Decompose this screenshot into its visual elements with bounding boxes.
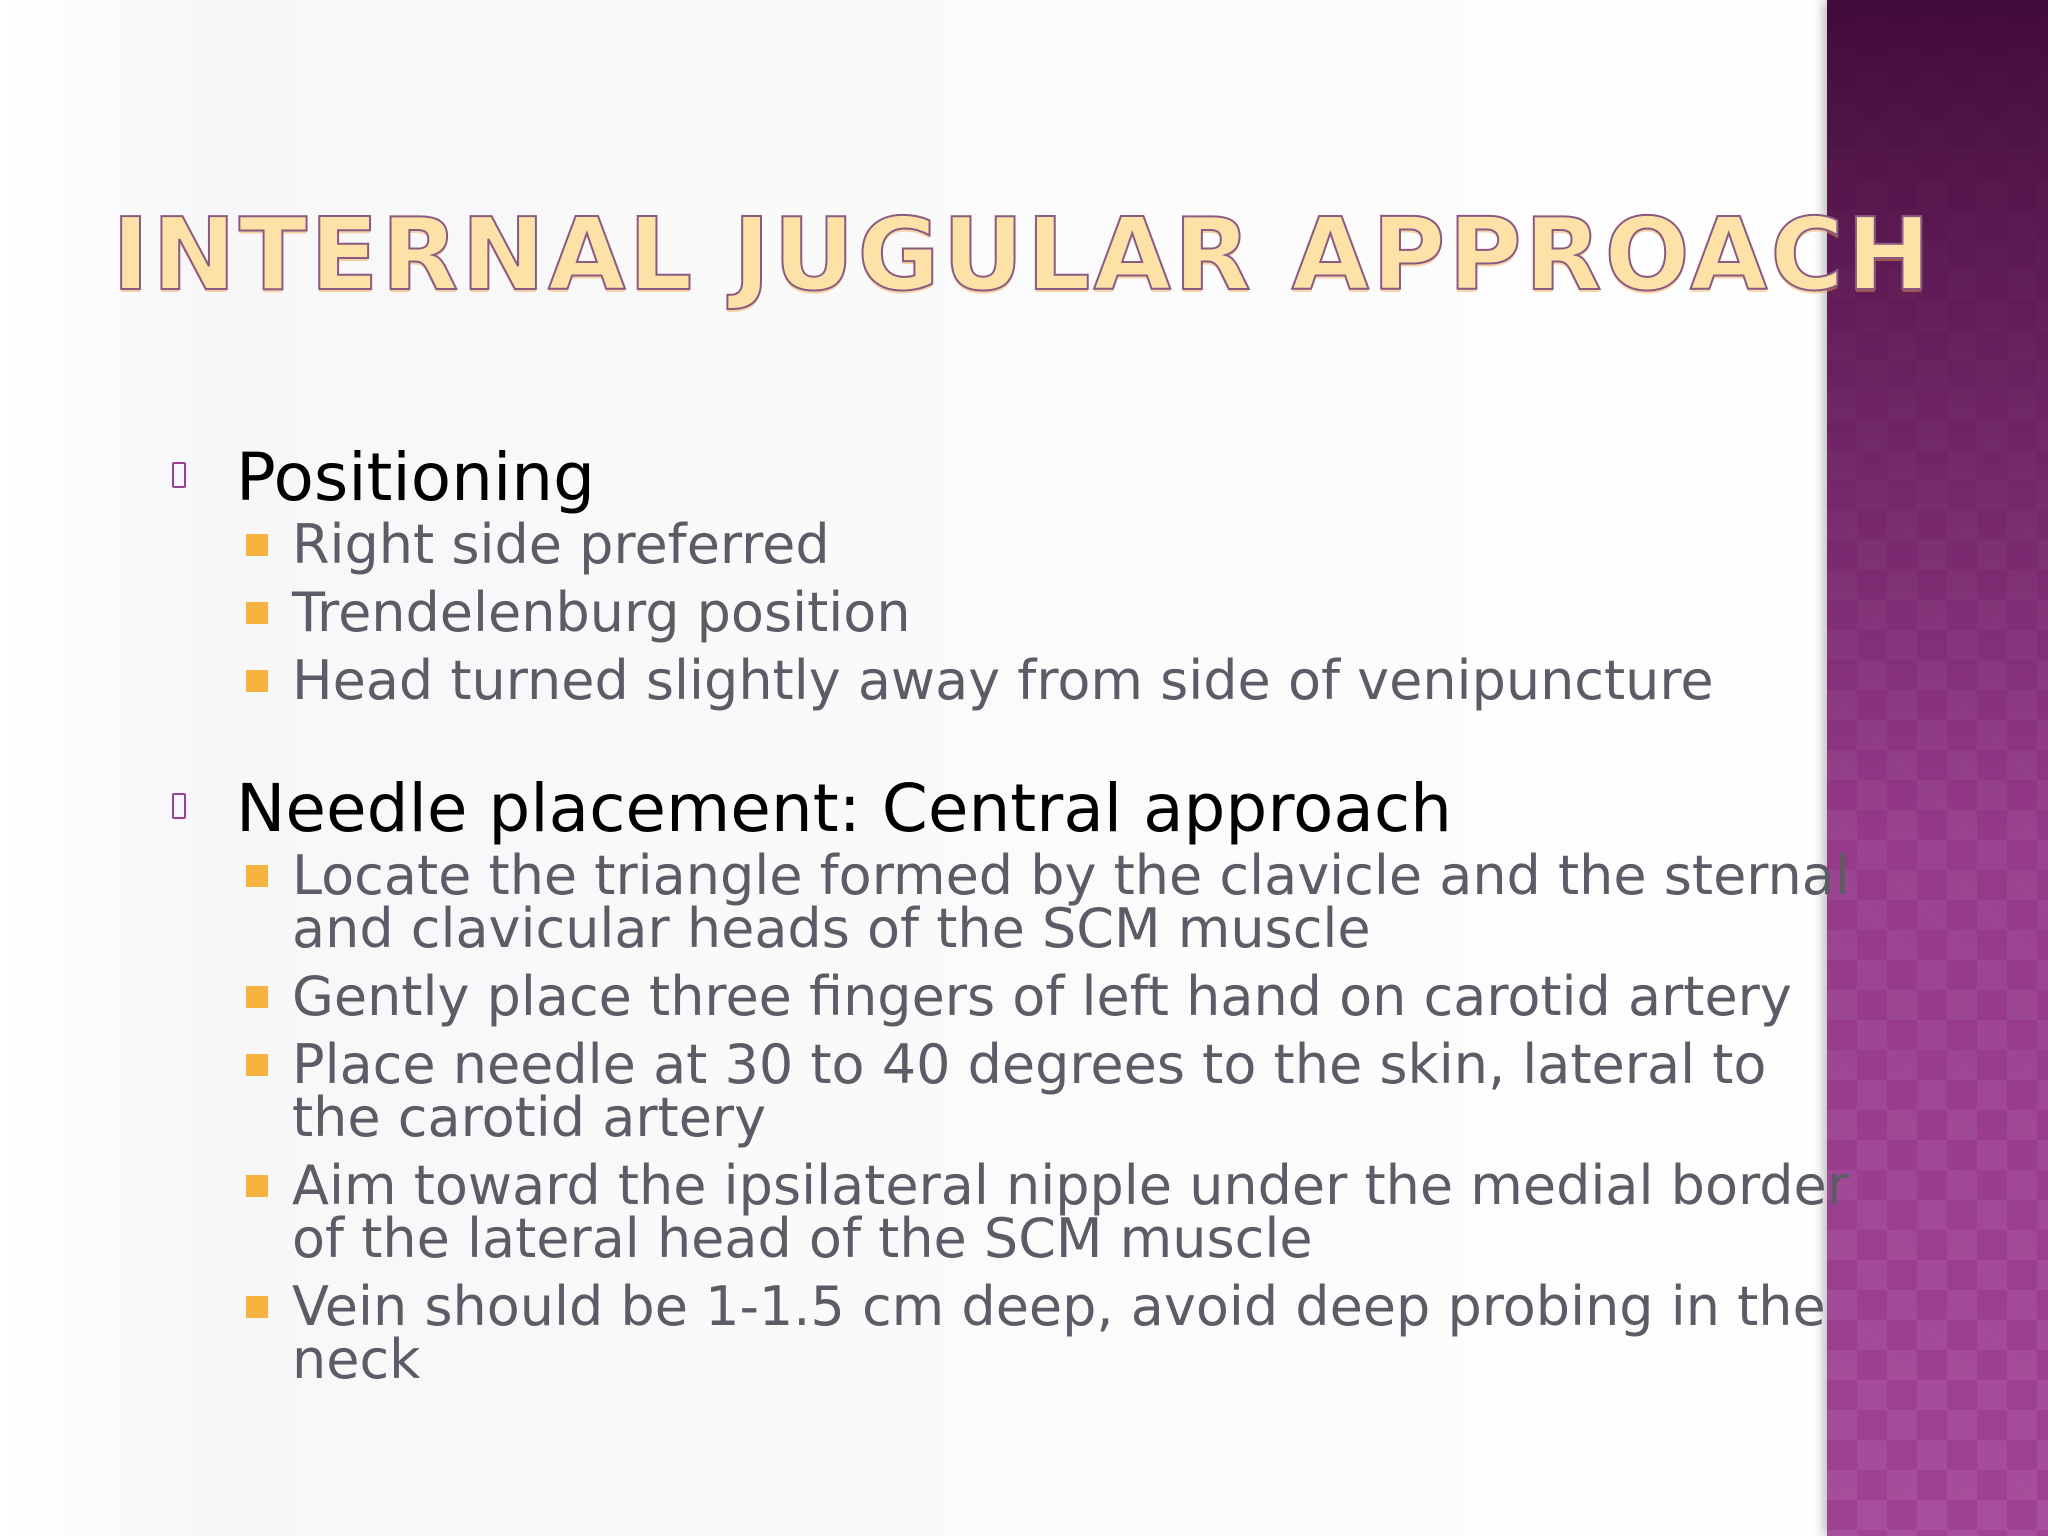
list-item-text: Right side preferred — [292, 513, 830, 576]
list-item-text: Vein should be 1-1.5 cm deep, avoid deep probing in the neck — [292, 1275, 1826, 1391]
list-item — [244, 1154, 1850, 1270]
square-bullet-icon — [246, 986, 268, 1008]
slide-body — [170, 438, 1850, 1391]
section-heading-text: Needle placement: Central approach — [236, 770, 1452, 847]
bullet-icon — [172, 793, 186, 819]
list-item — [244, 581, 1850, 644]
list-item-text: Head turned slightly away from side of venipuncture — [292, 649, 1714, 712]
bullet-icon — [172, 462, 186, 488]
sub-bullet-list — [244, 513, 1850, 712]
list-item — [244, 965, 1850, 1028]
list-item — [244, 1275, 1850, 1391]
square-bullet-icon — [246, 534, 268, 556]
square-bullet-icon — [246, 865, 268, 887]
section-needle-placement — [170, 769, 1850, 1391]
section-heading — [170, 769, 1850, 849]
square-bullet-icon — [246, 670, 268, 692]
square-bullet-icon — [246, 1054, 268, 1076]
square-bullet-icon — [246, 602, 268, 624]
list-item — [244, 1033, 1850, 1149]
list-item-text: Locate the triangle formed by the clavicle and the sternal and clavicular heads of the SCM muscle — [292, 844, 1850, 960]
slide-title: INTERNAL JUGULAR APPROACH — [112, 196, 1934, 313]
section-heading — [170, 438, 1850, 518]
section-positioning — [170, 438, 1850, 712]
list-item-text: Trendelenburg position — [292, 581, 911, 644]
list-item — [244, 649, 1850, 712]
square-bullet-icon — [246, 1175, 268, 1197]
list-item — [244, 844, 1850, 960]
list-item-text: Gently place three fingers of left hand on carotid artery — [292, 965, 1792, 1028]
list-item-text: Aim toward the ipsilateral nipple under the medial border of the lateral head of the SCM muscle — [292, 1154, 1849, 1270]
sub-bullet-list — [244, 844, 1850, 1391]
list-item — [244, 513, 1850, 576]
list-item-text: Place needle at 30 to 40 degrees to the skin, lateral to the carotid artery — [292, 1033, 1767, 1149]
section-heading-text: Positioning — [236, 439, 596, 516]
square-bullet-icon — [246, 1296, 268, 1318]
